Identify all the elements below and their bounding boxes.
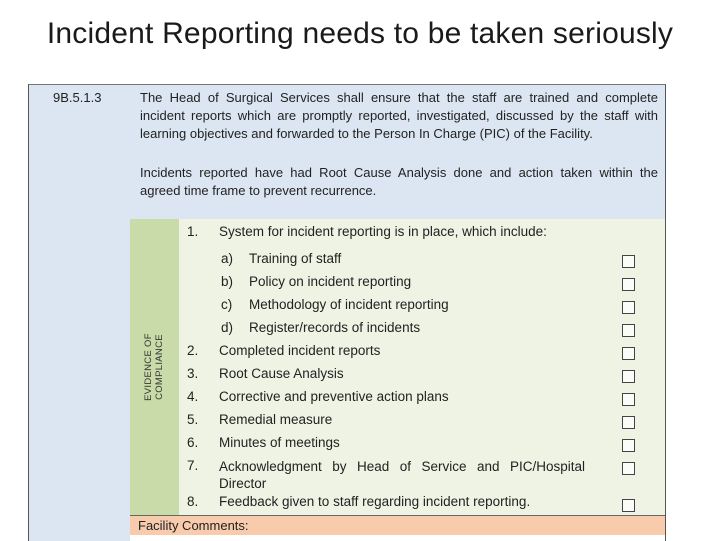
item-text: Register/records of incidents (249, 320, 421, 335)
evidence-of-compliance-column (130, 219, 180, 515)
item-letter: b) (221, 274, 234, 289)
item-letter: a) (221, 251, 234, 266)
item-text: Remedial measure (219, 412, 333, 427)
checklist-item-8 (179, 494, 665, 514)
facility-comments-bar (130, 515, 665, 536)
slide-title: Incident Reporting needs to be taken seriously (46, 17, 674, 50)
facility-comments-label: Facility Comments: (138, 518, 249, 533)
standard-paragraph-2: Incidents reported have had Root Cause Analysis done and action taken within the agreed time frame to prevent recurrence. (140, 165, 658, 198)
checklist-item-5 (179, 412, 665, 432)
checklist-item-4 (179, 389, 665, 409)
checklist-item-1 (179, 224, 665, 244)
facility-comments-field[interactable] (130, 535, 665, 541)
standard-document (28, 84, 666, 541)
checkbox[interactable] (622, 439, 635, 452)
item-text: Root Cause Analysis (219, 366, 344, 381)
standard-code-column (29, 85, 131, 541)
item-number: 3. (187, 366, 199, 381)
evidence-of-compliance-label: EVIDENCE OF COMPLIANCE (143, 333, 165, 401)
checklist-item-1b (179, 274, 665, 294)
evidence-checklist (179, 219, 665, 515)
item-text: Training of staff (249, 251, 342, 266)
item-number: 5. (187, 412, 199, 427)
checkbox[interactable] (622, 324, 635, 337)
checklist-item-1c (179, 297, 665, 317)
item-text: Methodology of incident reporting (249, 297, 449, 312)
item-number: 6. (187, 435, 199, 450)
checklist-item-7 (179, 458, 665, 498)
item-letter: c) (221, 297, 233, 312)
standard-paragraph-1: The Head of Surgical Services shall ensure that the staff are trained and complete incident reports which are promptly reported, investigated, discussed by the staff with learning objectives and forwarded to the Person In Charge (PIC) of the Facility. (140, 90, 658, 141)
checkbox[interactable] (622, 278, 635, 291)
checkbox[interactable] (622, 499, 635, 512)
item-text: System for incident reporting is in place, which include: (219, 224, 547, 239)
checklist-item-2 (179, 343, 665, 363)
item-number: 1. (187, 224, 199, 239)
checkbox[interactable] (622, 255, 635, 268)
item-number: 4. (187, 389, 199, 404)
item-letter: d) (221, 320, 234, 335)
item-number: 2. (187, 343, 199, 358)
item-text: Corrective and preventive action plans (219, 389, 449, 404)
checklist-item-1d (179, 320, 665, 340)
checklist-item-6 (179, 435, 665, 455)
standard-description (130, 85, 665, 220)
item-text: Minutes of meetings (219, 435, 340, 450)
checkbox[interactable] (622, 416, 635, 429)
standard-code: 9B.5.1.3 (53, 90, 102, 105)
item-text: Policy on incident reporting (249, 274, 412, 289)
item-text-line-2: Director (219, 476, 267, 491)
checkbox[interactable] (622, 370, 635, 383)
checklist-item-1a (179, 251, 665, 271)
item-number: 8. (187, 494, 199, 509)
checklist-item-3 (179, 366, 665, 386)
checkbox[interactable] (622, 462, 635, 475)
item-text: Feedback given to staff regarding incident reporting. (219, 494, 531, 509)
checkbox[interactable] (622, 301, 635, 314)
item-text-line-1: Acknowledgment by Head of Service and PIC/Hospital (219, 459, 585, 474)
item-number: 7. (187, 458, 199, 473)
checkbox[interactable] (622, 347, 635, 360)
item-text: Completed incident reports (219, 343, 381, 358)
checkbox[interactable] (622, 393, 635, 406)
